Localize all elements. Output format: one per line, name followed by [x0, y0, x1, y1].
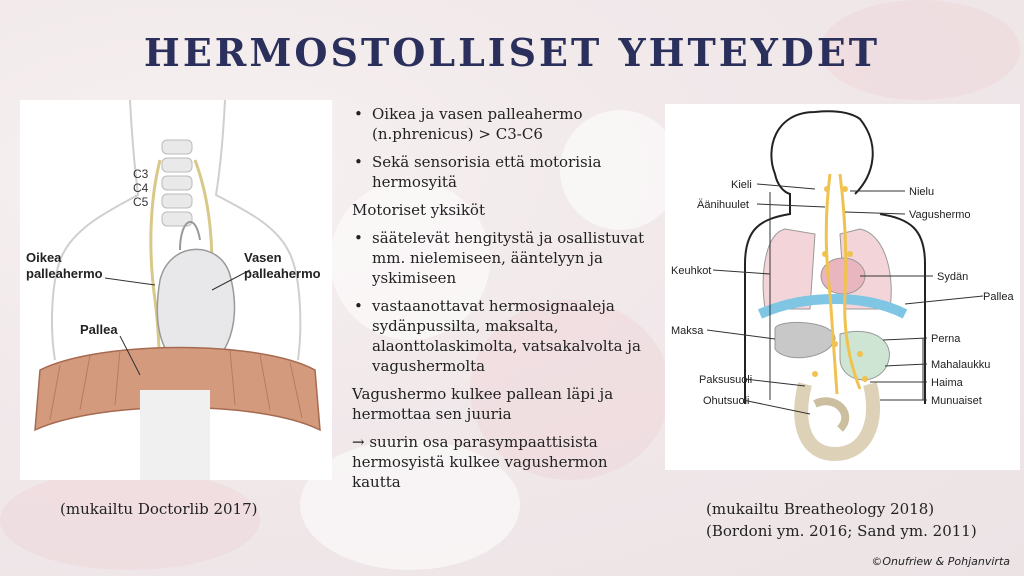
bullet-phrenic: • Oikea ja vasen palleahermo (n.phrenicus) > C3-C6: [352, 104, 652, 144]
motor-units-heading: Motoriset yksiköt: [352, 201, 485, 219]
maksa-label: Maksa: [671, 325, 704, 337]
vagus-arrow-paragraph: → suurin osa parasympaattisista hermosyistä kulkee vagushermon kautta: [352, 433, 608, 491]
c5-label: C5: [133, 195, 149, 209]
c3-label: C3: [133, 167, 149, 181]
ohutsuoli-label: Ohutsuoli: [703, 395, 750, 407]
vagus-paragraph: Vagushermo kulkee pallean läpi ja hermottaa sen juuria: [352, 385, 614, 423]
pallea-label: Pallea: [80, 322, 118, 337]
oikea-label-1: Oikea: [26, 250, 62, 265]
munuaiset-label: Munuaiset: [931, 395, 982, 407]
c4-label: C4: [133, 181, 149, 195]
haima-label: Haima: [931, 377, 963, 389]
right-caption-1: (mukailtu Breatheology 2018): [706, 500, 935, 518]
bullet-fibers: • Sekä sensorisia että motorisia hermosyitä: [352, 152, 652, 192]
sydan-label: Sydän: [937, 271, 969, 283]
vagus-nerve-figure: [665, 104, 1020, 470]
mahalaukku-label: Mahalaukku: [931, 359, 991, 371]
slide-title: HERMOSTOLLISET YHTEYDET: [143, 30, 881, 75]
paksusuoli-label: Paksusuoli: [699, 374, 753, 386]
bullet-receive: • vastaanottavat hermosignaaleja sydänpussilta, maksalta, alaonttolaskimolta, vatsakalvolta ja vagushermolta: [352, 296, 652, 376]
left-caption: (mukailtu Doctorlib 2017): [60, 500, 258, 518]
vasen-label-1: Vasen: [244, 250, 282, 265]
phrenic-nerve-figure: [20, 100, 332, 480]
vasen-label-2: palleahermo: [244, 266, 321, 281]
bullet-regulate: • säätelevät hengitystä ja osallistuvat mm. nielemiseen, ääntelyyn ja yskimiseen: [352, 228, 652, 288]
nielu-label: Nielu: [909, 186, 935, 198]
keuhkot-label: Keuhkot: [671, 265, 712, 277]
right-caption-2: (Bordoni ym. 2016; Sand ym. 2011): [706, 522, 977, 540]
pallea-label-right: Pallea: [983, 291, 1014, 303]
kieli-label: Kieli: [731, 179, 752, 191]
copyright-text: ©Onufriew & Pohjanvirta: [871, 555, 1010, 568]
aanihuulet-label: Äänihuulet: [697, 199, 749, 211]
perna-label: Perna: [931, 333, 961, 345]
oikea-label-2: palleahermo: [26, 266, 103, 281]
vagushermo-label: Vagushermo: [909, 209, 971, 221]
blossom-decoration: [0, 470, 260, 570]
body-text: [352, 104, 652, 500]
